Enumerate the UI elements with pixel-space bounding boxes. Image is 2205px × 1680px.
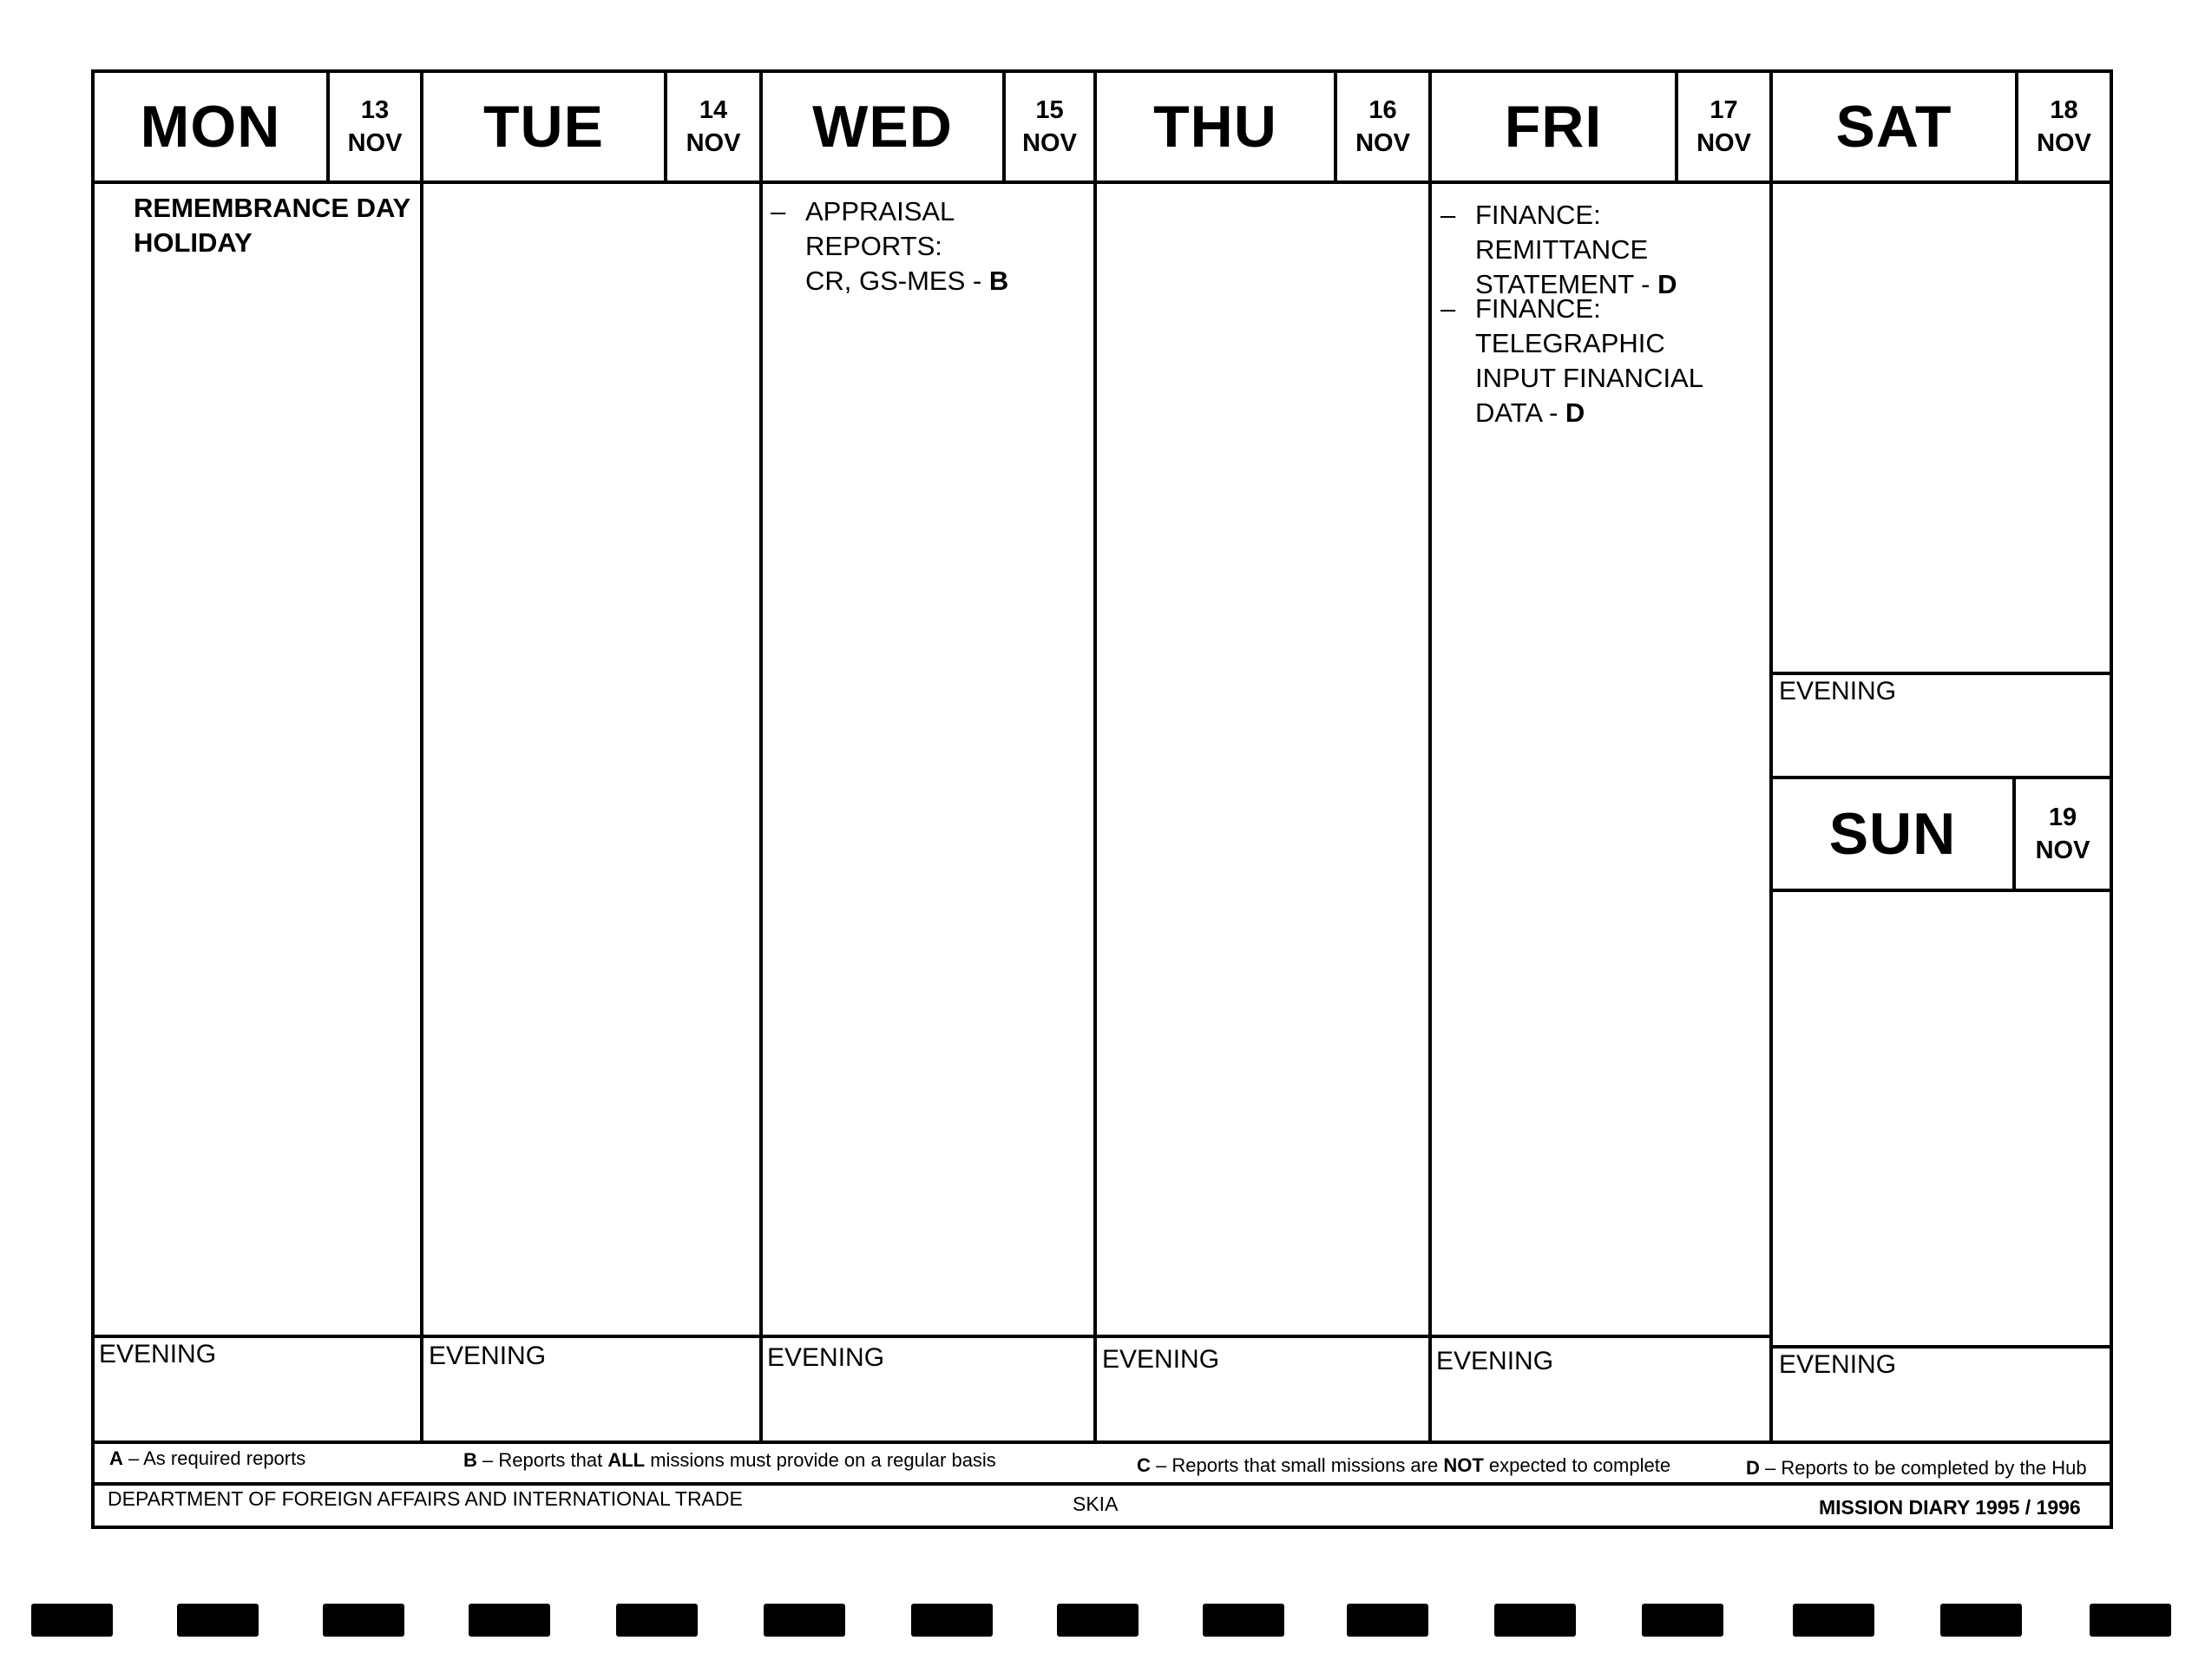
day-name-wed: WED bbox=[812, 94, 953, 160]
binder-hole bbox=[1057, 1604, 1139, 1637]
entry-line: FINANCE: REMITTANCE bbox=[1475, 200, 1649, 265]
day-name-fri: FRI bbox=[1504, 94, 1603, 160]
entry-line: FINANCE: TELEGRAPHIC bbox=[1475, 293, 1665, 358]
report-code: D bbox=[1565, 397, 1585, 428]
binder-hole bbox=[1494, 1604, 1576, 1637]
column-divider bbox=[1093, 69, 1097, 1442]
legend-d bbox=[1746, 1457, 2087, 1480]
evening-label-tue: EVENING bbox=[429, 1342, 547, 1370]
date-sun bbox=[2016, 779, 2110, 889]
note-line: REMEMBRANCE DAY bbox=[134, 193, 410, 223]
legend-text: – Reports that bbox=[476, 1449, 608, 1471]
date-mon bbox=[330, 73, 420, 180]
date-day: 17 bbox=[1710, 96, 1738, 124]
legend-text: – Reports that small missions are bbox=[1150, 1454, 1444, 1476]
date-month: NOV bbox=[1696, 129, 1751, 157]
bullet-dash: – bbox=[771, 196, 786, 226]
date-fri bbox=[1678, 73, 1769, 180]
evening-label-thu: EVENING bbox=[1102, 1345, 1220, 1374]
sat-evening-divider bbox=[1769, 672, 2113, 675]
legend-key: D bbox=[1746, 1457, 1760, 1479]
day-name-thu: THU bbox=[1153, 94, 1277, 160]
date-month: NOV bbox=[347, 129, 403, 157]
entry-line bbox=[1475, 396, 1769, 430]
date-day: 16 bbox=[1368, 96, 1397, 124]
entry-text: CR, GS-MES - bbox=[805, 266, 989, 296]
bullet-dash: – bbox=[1440, 200, 1456, 230]
date-day: 14 bbox=[699, 96, 728, 124]
evening-label-sun: EVENING bbox=[1779, 1350, 1897, 1379]
entry-text: DATA - bbox=[1475, 397, 1565, 428]
entry-line bbox=[805, 264, 1092, 299]
date-tue bbox=[667, 73, 759, 180]
binder-hole bbox=[1940, 1604, 2022, 1637]
sun-header-bottom bbox=[1769, 889, 2113, 892]
entry-line: INPUT FINANCIAL bbox=[1475, 363, 1703, 393]
binder-hole bbox=[177, 1604, 259, 1637]
date-day: 13 bbox=[360, 96, 390, 124]
entry-line: APPRAISAL REPORTS: bbox=[805, 196, 955, 261]
note-line: HOLIDAY bbox=[134, 227, 253, 258]
binder-hole bbox=[1642, 1604, 1723, 1637]
date-month: NOV bbox=[1355, 129, 1410, 157]
date-day: 18 bbox=[2050, 96, 2078, 124]
date-day: 15 bbox=[1035, 96, 1064, 124]
binder-hole bbox=[1347, 1604, 1428, 1637]
legend-divider bbox=[91, 1482, 2113, 1486]
date-thu bbox=[1337, 73, 1428, 180]
day-name-tue: TUE bbox=[483, 94, 604, 160]
report-code: D bbox=[1657, 269, 1677, 299]
evening-bottom-line bbox=[91, 1440, 2113, 1444]
legend-key: C bbox=[1137, 1454, 1151, 1476]
binder-hole bbox=[764, 1604, 845, 1637]
date-wed bbox=[1006, 73, 1093, 180]
binder-hole bbox=[469, 1604, 550, 1637]
fri-remittance-entry bbox=[1440, 198, 1769, 302]
date-month: NOV bbox=[1022, 129, 1077, 157]
date-day: 19 bbox=[2048, 804, 2077, 831]
wed-appraisal-entry bbox=[771, 194, 1092, 299]
legend-c bbox=[1137, 1454, 1670, 1477]
date-sat bbox=[2018, 73, 2110, 180]
legend-b bbox=[463, 1449, 996, 1472]
legend-text: expected to complete bbox=[1483, 1454, 1671, 1476]
legend-emphasis: NOT bbox=[1443, 1454, 1484, 1476]
fri-telegraphic-entry bbox=[1440, 292, 1769, 430]
mon-holiday-note bbox=[134, 191, 411, 260]
binder-hole bbox=[1793, 1604, 1874, 1637]
date-month: NOV bbox=[2035, 837, 2090, 864]
evening-divider bbox=[91, 1335, 1771, 1338]
column-divider bbox=[420, 69, 423, 1442]
legend-key: A bbox=[109, 1447, 123, 1469]
date-month: NOV bbox=[2037, 129, 2091, 157]
legend-key: B bbox=[463, 1449, 477, 1471]
binder-hole bbox=[323, 1604, 404, 1637]
legend-a bbox=[109, 1447, 305, 1470]
report-code: B bbox=[988, 266, 1009, 296]
legend-emphasis: ALL bbox=[607, 1449, 646, 1471]
footer-diary-title: MISSION DIARY 1995 / 1996 bbox=[1819, 1496, 2081, 1519]
binder-hole bbox=[2090, 1604, 2171, 1637]
evening-label-sat: EVENING bbox=[1779, 677, 1897, 705]
entry-text: STATEMENT - bbox=[1475, 269, 1658, 299]
column-divider bbox=[1769, 69, 1773, 1442]
day-name-mon: MON bbox=[140, 94, 281, 160]
column-divider bbox=[1428, 69, 1432, 1442]
bullet-dash: – bbox=[1440, 293, 1456, 324]
sun-evening-divider bbox=[1769, 1345, 2113, 1349]
legend-text: – Reports to be completed by the Hub bbox=[1759, 1457, 2087, 1479]
column-divider bbox=[759, 69, 763, 1442]
footer-department: DEPARTMENT OF FOREIGN AFFAIRS AND INTERNATIONAL TRADE bbox=[108, 1487, 743, 1510]
legend-text: – As required reports bbox=[122, 1447, 306, 1469]
date-month: NOV bbox=[686, 129, 741, 157]
binder-hole bbox=[31, 1604, 113, 1637]
day-name-sun: SUN bbox=[1828, 801, 1957, 867]
header-divider bbox=[91, 180, 2113, 184]
legend-text: missions must provide on a regular basis bbox=[645, 1449, 996, 1471]
day-name-sat: SAT bbox=[1835, 94, 1952, 160]
binder-hole bbox=[1203, 1604, 1284, 1637]
footer-code: SKIA bbox=[1073, 1493, 1119, 1515]
binder-hole bbox=[911, 1604, 993, 1637]
evening-label-fri: EVENING bbox=[1436, 1347, 1554, 1375]
evening-label-mon: EVENING bbox=[99, 1340, 217, 1368]
evening-label-wed: EVENING bbox=[767, 1343, 885, 1372]
binder-hole bbox=[616, 1604, 698, 1637]
